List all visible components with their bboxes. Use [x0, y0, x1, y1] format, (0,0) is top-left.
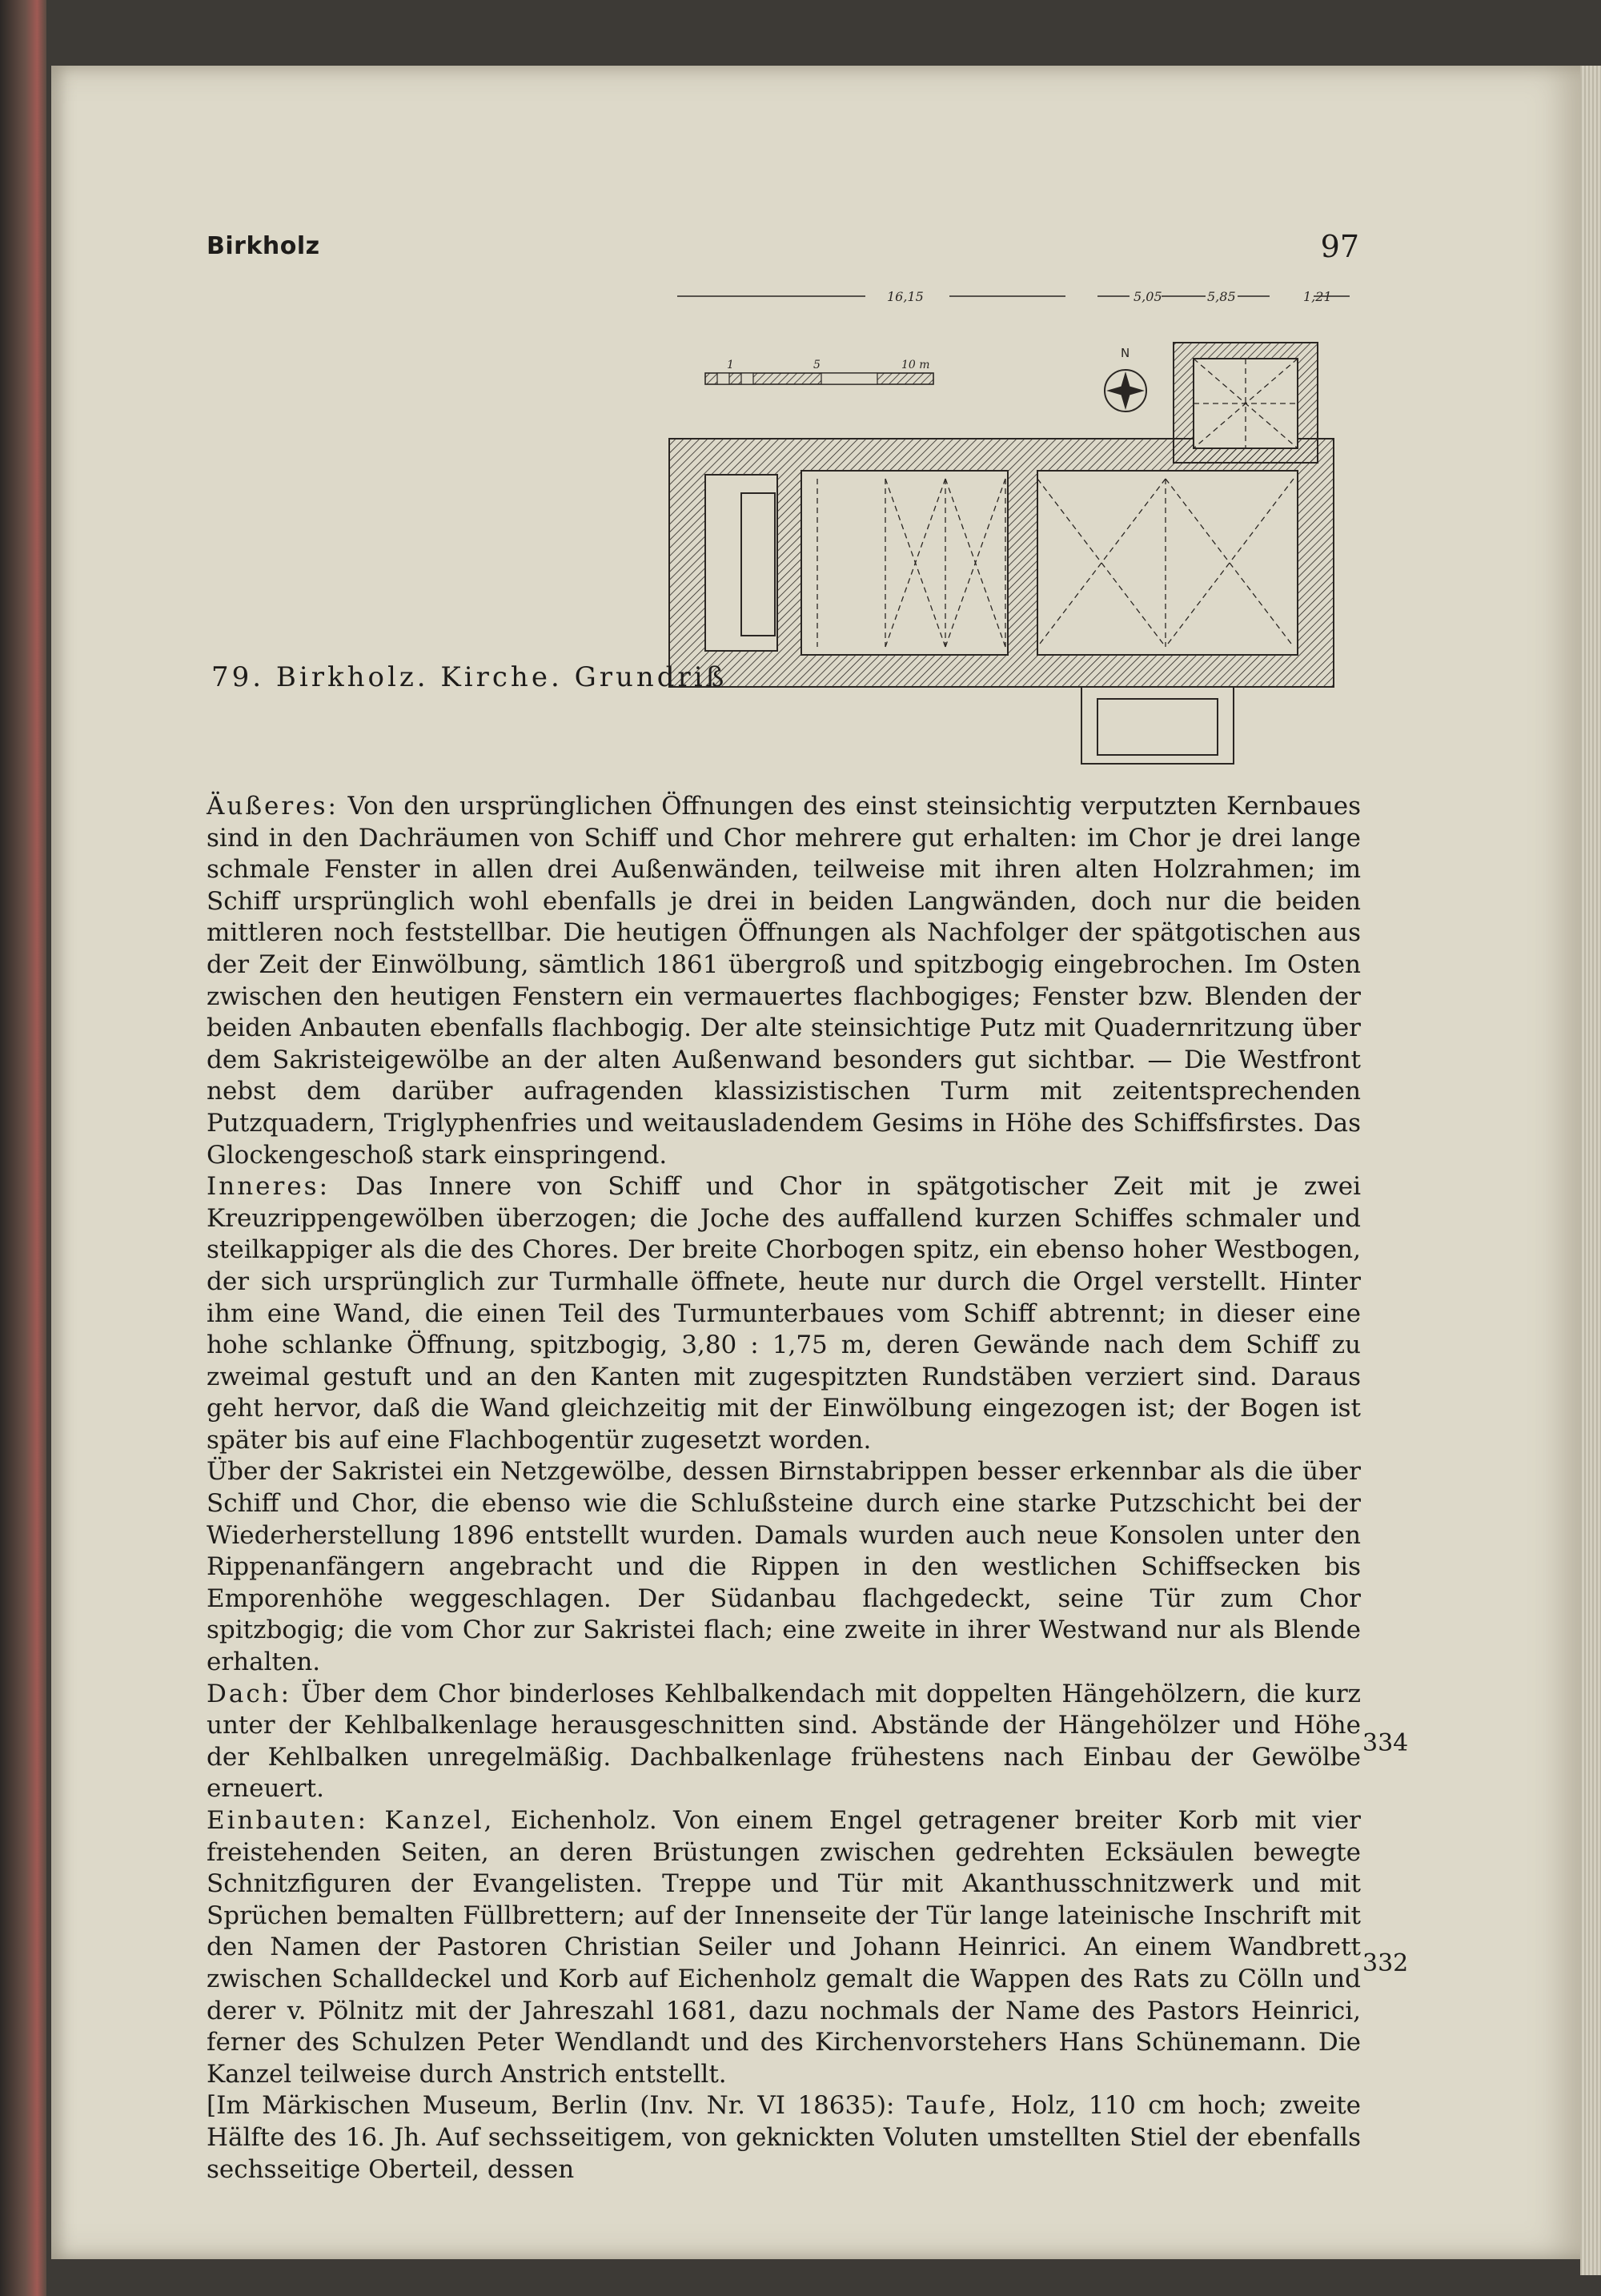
scale-label: 10 m	[901, 359, 930, 371]
paragraph-text: Von den ursprünglichen Öffnungen des einst steinsichtig verputzten Kernbaues sind in den Dachräumen von Schiff und Chor mehrere gut erhalten: im Chor je drei lange schmale Fenster in allen drei Außenwänden, teilweise mit ihren alten Holzrahmen; im Schiff ursprünglich wohl ebenfalls je drei in beiden Langwänden, doch nur die beiden mittleren noch feststellbar. Die heutigen Öffnungen als Nachfolger der spätgotischen aus der Zeit der Einwölbung, sämtlich 1861 übergroß und spitzbogig eingebrochen. Im Osten zwischen den heutigen Fenstern ein vermauertes flachbogiges; Fenster bzw. Blenden der beiden Anbauten ebenfalls flachbogig. Der alte steinsichtige Putz mit Quadernritzung über dem Sakristeigewölbe an der alten Außenwand besonders gut sichtbar. — Die Westfront nebst dem darüber aufragenden klassizistischen Turm mit zeitentsprechenden Putzquadern, Triglyphenfries und weitausladendem Gesims in Höhe des Schiffsfirstes. Das Glockengeschoß stark einspringend.	[207, 792, 1361, 1170]
margin-reference: 334	[1362, 1729, 1409, 1757]
north-label: N	[1121, 346, 1130, 360]
section-lead: Inneres:	[207, 1172, 331, 1202]
section-lead: Dach:	[207, 1679, 292, 1708]
paragraph-text: Über dem Chor binderloses Kehlbalkendach mit doppelten Hängehölzern, die kurz unter der Kehlbalkenlage herausgeschnitten sind. Abstände der Hängehölzer und Höhe der Kehlbalken unregelmäßig. Dachbalkenlage frühestens nach Einbau der Gewölbe erneuert.	[207, 1679, 1361, 1804]
paragraph-text: Das Innere von Schiff und Chor in spätgotischer Zeit mit je zwei Kreuzrippengewölben überzogen; die Joche des auffallend kurzen Schiffes schmaler und steilkappiger als die des Chores. Der breite Chorbogen spitz, ein ebenso hoher Westbogen, der sich ursprünglich zur Turmhalle öffnete, heute nur durch die Orgel verstellt. Hinter ihm eine Wand, die einen Teil des Turmunterbaues vom Schiff abtrennt; in dieser eine hohe schlanke Öffnung, spitzbogig, 3,80 : 1,75 m, deren Gewände nach dem Schiff zu zweimal gestuft und an den Kanten mit zugespitzten Rundstäben verziert sind. Daraus geht hervor, daß die Wand gleichzeitig mit der Einwölbung eingezogen ist; der Bogen ist später bis auf eine Flachbogentür zugesetzt worden.	[207, 1172, 1362, 1455]
page-stack-edge	[1580, 66, 1601, 2275]
scale-label: 5	[813, 359, 821, 371]
scale-bar	[705, 373, 933, 384]
paragraph-interior	[207, 1171, 1361, 1456]
compass-icon	[1105, 370, 1146, 411]
running-head	[207, 229, 1359, 264]
paragraph-text: Eichenholz. Von einem Engel getragener breiter Korb mit vier freistehenden Seiten, an deren Brüstungen zwischen gedrehten Ecksäulen bewegte Schnitzfiguren der Evangelisten. Treppe und Tür mit Akanthusschnitzwerk und mit Sprüchen bemalten Füllbrettern; auf der Innenseite der Tür lange lateinische Inschrift mit den Namen der Pastoren Christian Seiler und Johann Heinrici. An einem Wandbrett zwischen Schalldeckel und Korb auf Eichenholz gemalt die Wappen des Rats zu Cölln und derer v. Pölnitz mit der Jahreszahl 1681, dazu nochmals der Name des Pastors Heinrici, ferner des Schulzen Peter Wendlandt und des Kirchenvorstehers Hans Schünemann. Die Kanzel teilweise durch Anstrich entstellt.	[207, 1806, 1361, 2089]
floor-plan-figure	[661, 279, 1366, 775]
book-cover-edge	[0, 0, 46, 2296]
figure-caption: 79. Birkholz. Kirche. Grundriß	[211, 661, 728, 693]
dimension-label: 16,15	[887, 289, 924, 304]
paragraph-roof	[207, 1679, 1361, 1805]
scale-label: 1	[727, 359, 734, 371]
margin-reference: 332	[1362, 1949, 1409, 1977]
subsection-lead: Kanzel,	[384, 1806, 495, 1835]
paragraph-exterior	[207, 791, 1361, 1171]
section-lead: Äußeres:	[207, 792, 339, 821]
paragraph-text: Holz, 110 cm hoch; zweite Hälfte des 16. Jh. Auf sechsseitigem, von geknickten Voluten umstellten Stiel der ebenfalls sechsseitige Oberteil, dessen	[207, 2091, 1361, 2184]
paragraph-text: Über der Sakristei ein Netzgewölbe, dessen Birnstabrippen besser erkennbar als die über Schiff und Chor, die ebenso wie die Schlußsteine durch eine starke Putzschicht bei der Wiederherstellung 1896 entstellt wurden. Damals wurden auch neue Konsolen unter den Rippenanfängern angebracht und die Rippen in den westlichen Schiffsecken bis Emporenhöhe weggeschlagen. Der Südanbau flachgedeckt, seine Tür zum Chor spitzbogig; die vom Chor zur Sakristei flach; eine zweite in ihrer Westwand nur als Blende erhalten.	[207, 1457, 1361, 1677]
paragraph-fittings	[207, 1805, 1361, 2090]
subsection-lead: Taufe,	[906, 2091, 999, 2121]
page-number: 97	[1320, 229, 1359, 264]
section-lead: Einbauten:	[207, 1806, 369, 1835]
church-plan	[669, 343, 1334, 764]
running-title: Birkholz	[207, 232, 320, 260]
paragraph-sacristy	[207, 1456, 1361, 1678]
paragraph-museum	[207, 2090, 1361, 2186]
body-text	[207, 791, 1361, 2186]
dimension-label: 5,85	[1207, 289, 1236, 304]
paragraph-prefix: [Im Märkischen Museum, Berlin (Inv. Nr. VI 18635):	[207, 2091, 895, 2121]
dimension-label: 1,21	[1303, 289, 1332, 304]
dimension-label: 5,05	[1134, 289, 1162, 304]
